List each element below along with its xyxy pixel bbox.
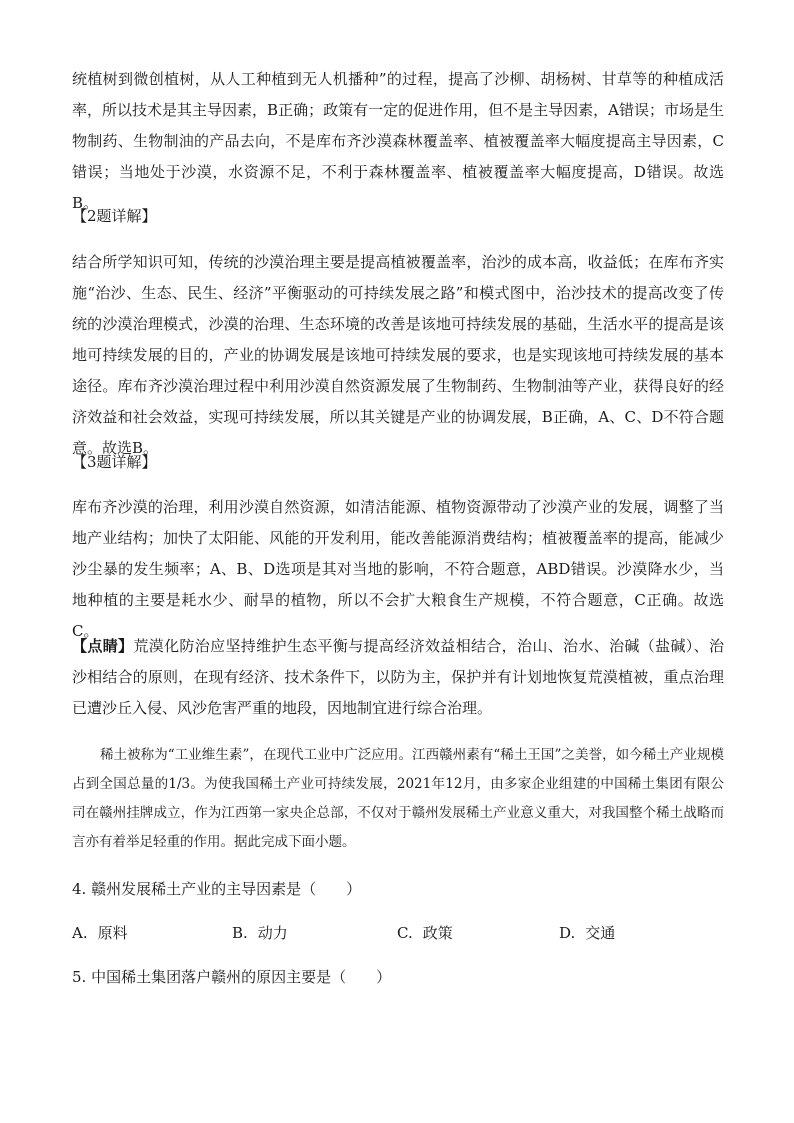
- option-b[interactable]: [232, 921, 288, 945]
- option-letter: B.: [232, 924, 248, 942]
- option-text: 动力: [257, 924, 288, 942]
- question-5-stem: 5. 中国稀土集团落户赣州的原因主要是（ ）: [72, 968, 392, 986]
- explanation-q1-paragraph: 统植树到微创植树，从人工种植到无人机播种”的过程，提高了沙柳、胡杨树、甘草等的种植成活率，所以技术是其主导因素，B正确；政策有一定的促进作用，但不是主导因素，A错误；市场是生物制药、生物制油的产品去向，不是库布齐沙漠森林覆盖率、植被覆盖率大幅度提高主导因素，C错误；当地处于沙漠，水资源不足，不利于森林覆盖率、植被覆盖率大幅度提高，D错误。故选B。: [72, 70, 724, 212]
- option-a[interactable]: [72, 921, 128, 945]
- section-heading-q2: 【2题详解】: [72, 207, 157, 225]
- option-text: 政策: [422, 924, 453, 942]
- tip-paragraph: [72, 631, 724, 724]
- option-text: 原料: [97, 924, 128, 942]
- reading-passage: 稀土被称为“工业维生素”，在现代工业中广泛应用。江西赣州素有“稀土王国”之美誉，如今稀土产业规模占到全国总量的1/3。为使我国稀土产业可持续发展，2021年12月，由多家企业组建的中国稀土集团有限公司在赣州挂牌成立，作为江西第一家央企总部，不仅对于赣州发展稀土产业意义重大，对我国整个稀土战略而言亦有着举足轻重的作用。据此完成下面小题。: [72, 747, 724, 850]
- explanation-q2-paragraph: 结合所学知识可知，传统的沙漠治理主要是提高植被覆盖率，治沙的成本高，收益低；在库布齐实施“治沙、生态、民生、经济”平衡驱动的可持续发展之路”和模式图中，治沙技术的提高改变了传统的沙漠治理模式，沙漠的治理、生态环境的改善是该地可持续发展的基础，生活水平的提高是该地可持续发展的目的，产业的协调发展是该地可持续发展的要求，也是实现该地可持续发展的基本途径。库布齐沙漠治理过程中利用沙漠自然资源发展了生物制药、生物制油等产业，获得良好的经济效益和社会效益，实现可持续发展，所以其关键是产业的协调发展，B正确，A、C、D不符合题意。故选B。: [72, 253, 724, 457]
- tip-label: 【点睛】: [72, 637, 134, 655]
- option-letter: C.: [397, 924, 413, 942]
- section-heading-q3: 【3题详解】: [72, 453, 157, 471]
- option-letter: D.: [559, 924, 576, 942]
- option-letter: A.: [72, 924, 88, 942]
- question-4-options: [72, 921, 724, 945]
- explanation-q3-paragraph: 库布齐沙漠的治理，利用沙漠自然资源，如清洁能源、植物资源带动了沙漠产业的发展，调整了当地产业结构；加快了太阳能、风能的开发利用，能改善能源消费结构；植被覆盖率的提高，能减少沙尘暴的发生频率；A、B、D选项是其对当地的影响，不符合题意，ABD错误。沙漠降水少，当地种植的主要是耗水少、耐旱的植物，所以不会扩大粮食生产规模，不符合题意，C正确。故选C。: [72, 498, 724, 640]
- option-text: 交通: [585, 924, 616, 942]
- tip-text: 荒漠化防治应坚持维护生态平衡与提高经济效益相结合，治山、治水、治碱（盐碱）、治沙相结合的原则，在现有经济、技术条件下，以防为主，保护并有计划地恢复荒漠植被，重点治理已遭沙丘入侵、风沙危害严重的地段，因地制宜进行综合治理。: [72, 637, 724, 717]
- question-4-stem: 4. 赣州发展稀土产业的主导因素是（ ）: [72, 880, 362, 898]
- option-d[interactable]: [559, 921, 615, 945]
- option-c[interactable]: [397, 921, 453, 945]
